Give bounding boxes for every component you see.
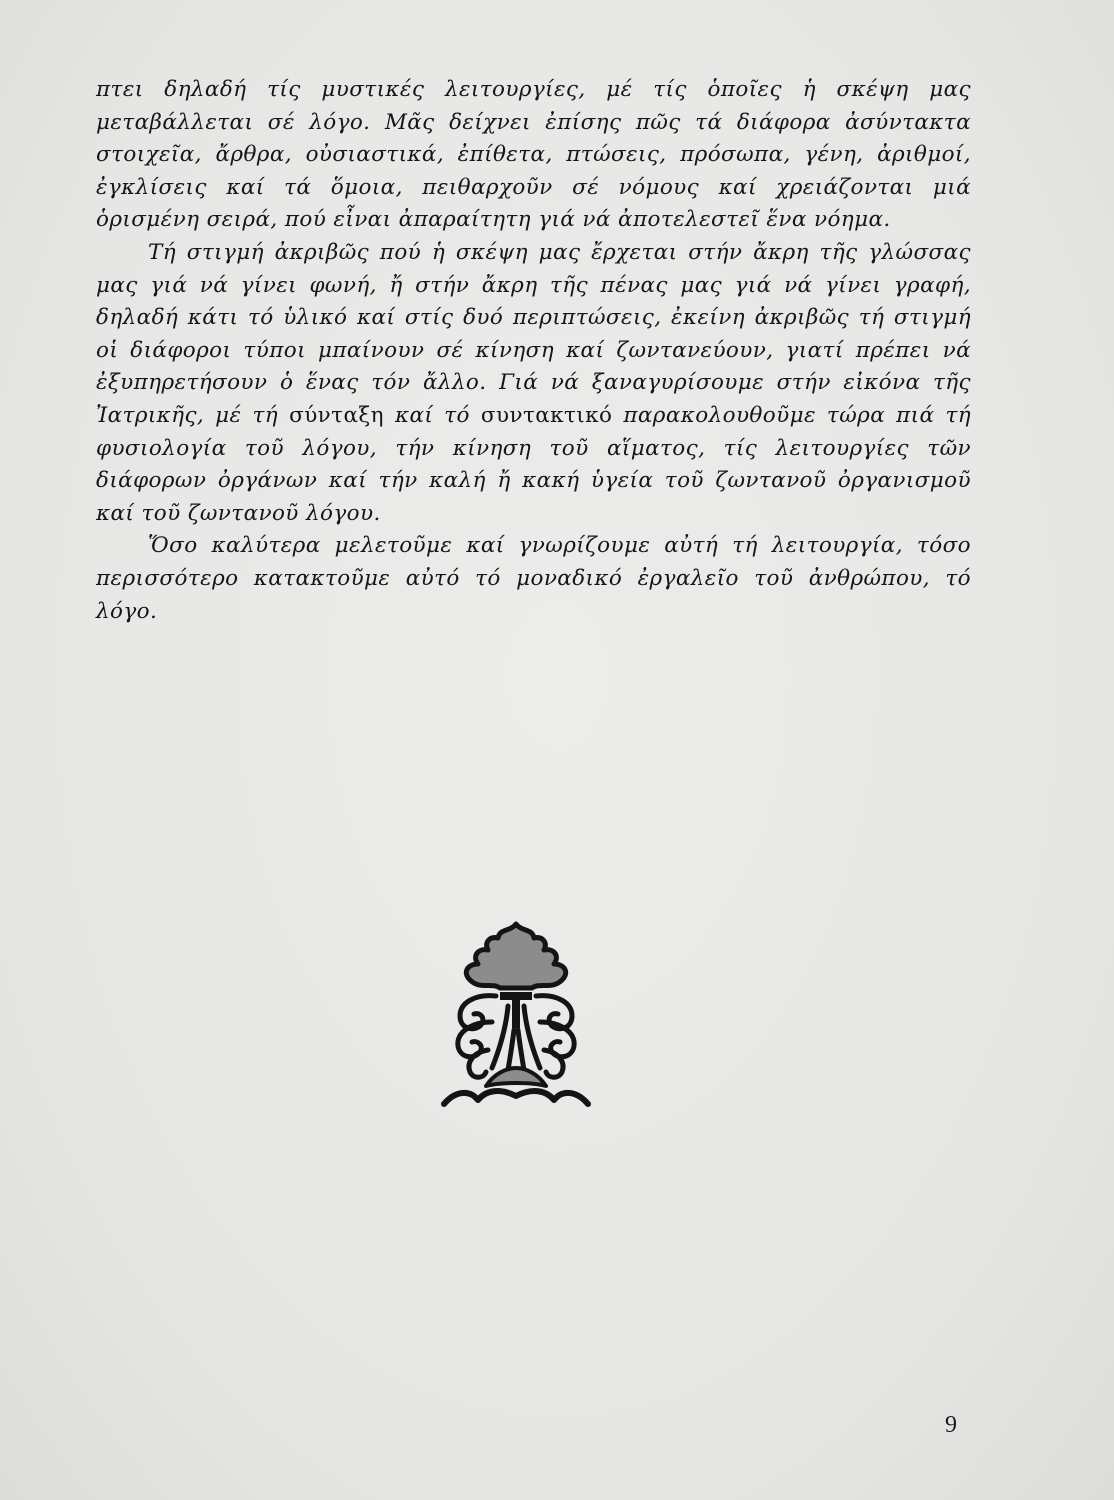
ornament-shell xyxy=(466,924,565,988)
page-number: 9 xyxy=(945,1412,957,1438)
ornament-wave xyxy=(444,1091,588,1104)
term-syntaxi: σύνταξη xyxy=(289,402,384,428)
ornament-ray-center-right xyxy=(518,1030,524,1070)
ornament-volute-right-3 xyxy=(544,1050,563,1077)
ornament-base xyxy=(486,1068,546,1086)
paragraph-3: Ὅσο καλύτερα μελετοῦμε καί γνωρίζουμε αὐτή τή λειτουργία, τόσο περισσότερο κατακτοῦμε αὐτό τό μοναδικό ἐργαλεῖο τοῦ ἀνθρώπου, τό λόγο. xyxy=(96,533,971,624)
term-syntaktiko: συντακτικό xyxy=(480,402,613,428)
paragraph-2-part-3: παρακολουθοῦμε τώρα πιά τή φυσιολογία τοῦ λόγου, τήν κίνηση τοῦ αἵματος, τίς λειτουργίες τῶν διάφορων ὀργάνων καί τήν καλή ἤ κακή ὑγεία τοῦ ζωντανοῦ ὀργανισμοῦ καί τοῦ ζωντανοῦ λόγου. xyxy=(96,402,972,526)
paragraph-1: πτει δηλαδή τίς μυστικές λειτουργίες, μέ τίς ὁποῖες ἡ σκέψη μας μεταβάλλεται σέ λόγο. Μᾶς δείχνει ἐπίσης πῶς τά διάφορα ἀσύντακτα στοιχεῖα, ἄρθρα, οὐσιαστικά, ἐπίθετα, πτώσεις, πρόσωπα, γένη, ἀριθμοί, ἐγκλίσεις καί τά ὅμοια, πειθαρχοῦν σέ νόμους καί χρειάζονται μιά ὁρισμένη σειρά, πού εἶναι ἀπαραίτητη γιά νά ἀποτελεστεῖ ἕνα νόημα. xyxy=(96,77,971,233)
ornament-ray-center-left xyxy=(508,1030,514,1070)
palmette-ornament-icon xyxy=(436,918,596,1118)
paragraph-2 xyxy=(96,237,971,530)
body-text xyxy=(96,74,971,628)
ornament-ray-right xyxy=(524,1006,540,1068)
paragraph-2-part-1: Τή στιγμή ἀκριβῶς πού ἡ σκέψη μας ἔρχεται στήν ἄκρη τῆς γλώσσας μας γιά νά γίνει φωνή, ἤ στήν ἄκρη τῆς πένας μας γιά νά γίνει γραφή, δηλαδή κάτι τό ὑλικό καί στίς δυό περιπτώσεις, ἐκείνη ἀκριβῶς τή στιγμή οἱ διάφοροι τύποι μπαίνουν σέ κίνηση καί ζωντανεύουν, γιατί πρέπει νά ἐξυπηρετήσουν ὁ ἕνας τόν ἄλλο. Γιά νά ξαναγυρίσουμε στήν εἰκόνα τῆς Ἰατρικῆς, μέ τή xyxy=(96,239,971,428)
ornament-ray-left xyxy=(492,1006,508,1068)
paragraph-2-part-2: καί τό xyxy=(394,402,470,428)
ornament-volute-left-3 xyxy=(469,1050,488,1077)
